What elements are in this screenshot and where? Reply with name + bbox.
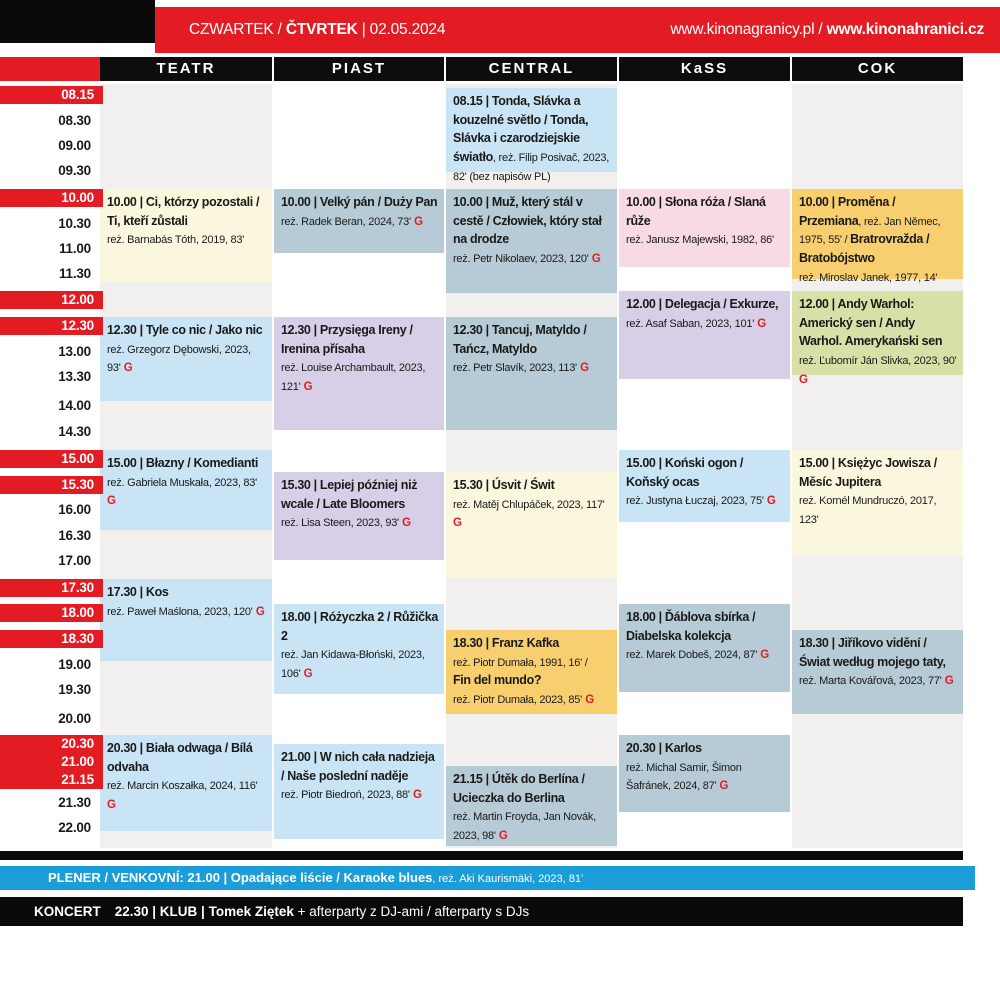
rating-g-badge: G [409, 789, 422, 802]
screening-title: 10.00 | Proměna / Przemiana [799, 195, 896, 228]
rating-g-badge: G [252, 605, 265, 618]
time-label-20.00: 20.00 [58, 711, 91, 726]
rating-g-badge: G [495, 830, 508, 843]
time-label-11.30: 11.30 [58, 266, 91, 281]
screening-title: 17.30 | Kos [107, 585, 169, 599]
screening-meta: reż. Kornél Mundruczó, 2017, 123' [799, 495, 937, 527]
screening-title: 15.30 | Úsvit / Świt [453, 478, 555, 492]
website-pl-link: www.kinonagranicy.pl / [670, 21, 827, 38]
screening-meta: reż. Paweł Maślona, 2023, 120' [107, 605, 253, 618]
screening-title: 18.30 | Franz Kafka [453, 636, 559, 650]
screening-meta: reż. Louise Archambault, 2023, 121' [281, 362, 426, 394]
rating-g-badge: G [757, 649, 770, 662]
time-label-19.00: 19.00 [58, 657, 91, 672]
screening-title: 15.00 | Koński ogon / Koňský ocas [626, 456, 744, 489]
time-label-15.30: 15.30 [0, 476, 103, 494]
screening-meta: reż. Jan Kidawa-Błoński, 2023, 106' [281, 649, 425, 681]
rating-g-badge: G [398, 517, 412, 530]
top-left-black-box [0, 0, 155, 43]
screening-franz-kafka-fin-del-mundo [446, 630, 617, 714]
screening-title: 15.00 | Księżyc Jowisza / Měsíc Jupitera [799, 456, 937, 489]
time-label-22.00: 22.00 [58, 820, 91, 835]
screening-title: 12.00 | Delegacja / Exkurze, [626, 297, 779, 311]
venue-header-central: CENTRAL [446, 57, 617, 81]
screening-title: 20.30 | Biała odwaga / Bílá odvaha [107, 741, 253, 774]
screening-meta: reż. Miroslav Janek, 1977, 14' [799, 271, 938, 284]
screening-title: 21.00 | W nich cała nadzieja / Naše poslední naděje [281, 750, 435, 783]
screening-title: 15.30 | Lepiej później niż wcale / Late Bloomers [281, 478, 418, 511]
website-cz-link: www.kinonahranici.cz [826, 21, 984, 38]
screening-utek-do-berlina [446, 766, 617, 846]
time-label-09.30: 09.30 [58, 163, 91, 178]
time-label-15.00: 15.00 [0, 450, 103, 468]
rating-g-badge: G [300, 668, 313, 681]
venue-header-teatr: TEATR [100, 57, 272, 81]
venue-header-kass: KaSS [619, 57, 790, 81]
screening-meta: reż. Barnabás Tóth, 2019, 83' [107, 234, 245, 247]
screening-title: 21.15 | Útěk do Berlína / Ucieczka do Berlina [453, 772, 585, 805]
koncert-label: KONCERT [34, 904, 101, 919]
screening-tonda [446, 88, 617, 183]
screening-title: 20.30 | Karlos [626, 741, 702, 755]
rating-g-badge: G [588, 253, 601, 266]
screening-title: Fin del mundo? [453, 673, 542, 688]
date-header-bar [155, 7, 1000, 53]
time-label-12.30: 12.30 [0, 317, 103, 335]
screening-promena-bratrovrazda [792, 189, 963, 284]
time-label-10.30: 10.30 [58, 216, 91, 231]
screening-meta: reż. Petr Nikolaev, 2023, 120' [453, 253, 589, 266]
screening-tancuj-matyldo [446, 317, 617, 430]
screening-meta: reż. Marek Dobeš, 2024, 87' [626, 649, 758, 662]
screening-title: 12.00 | Andy Warhol: Americký sen / Andy Warhol. Amerykański sen [799, 297, 943, 349]
screening-meta: , reż. Filip Posivač, 2023, 82' (bez napisów PL) [453, 152, 610, 183]
time-label-19.30: 19.30 [58, 682, 91, 697]
screening-lepiej-pozniej-niz-wcale [274, 472, 444, 560]
rating-g-badge: G [120, 362, 133, 375]
time-label-21.00: 21.00 [0, 753, 103, 771]
screening-ksiezyc-jowisza [792, 450, 963, 555]
screening-meta: reż. Grzegorz Dębowski, 2023, 93' [107, 343, 251, 375]
time-label-12.00: 12.00 [0, 291, 103, 309]
screening-tyle-co-nic [100, 317, 272, 401]
screening-meta: reż. Marta Kovářová, 2023, 77' [799, 675, 942, 688]
time-label-21.30: 21.30 [58, 795, 91, 810]
screening-kos [100, 579, 272, 661]
time-label-13.00: 13.00 [58, 344, 91, 359]
rating-g-badge: G [576, 362, 590, 375]
venue-header-cok: COK [792, 57, 963, 81]
plener-title: PLENER / VENKOVNÍ: 21.00 | Opadające liście / Karaoke blues [48, 870, 433, 885]
rating-g-badge: G [582, 694, 595, 707]
screening-ci-ktorzy-pozostali [100, 189, 272, 282]
rating-g-badge: G [716, 780, 729, 793]
time-label-14.00: 14.00 [58, 398, 91, 413]
rating-g-badge: G [107, 799, 116, 812]
screening-andy-warhol [792, 291, 963, 386]
time-label-18.30: 18.30 [0, 630, 103, 648]
screening-title: 12.30 | Tancuj, Matyldo / Tańcz, Matyldo [453, 323, 587, 356]
screening-meta: reż. Marcin Koszałka, 2024, 116' [107, 780, 258, 793]
time-label-17.00: 17.00 [58, 553, 91, 568]
rating-g-badge: G [107, 495, 116, 508]
screening-title: 08.15 | Tonda, Slávka a kouzelné světlo / Tonda, Slávka i czarodziejskie światło [453, 94, 589, 165]
time-label-20.30: 20.30 [0, 735, 103, 753]
screening-slona-roza [619, 189, 790, 267]
screening-w-nich-cala-nadzieja [274, 744, 444, 839]
screening-rozyczka-2 [274, 604, 444, 694]
plener-footer-bar [0, 866, 975, 890]
screening-meta: reż. Piotr Dumała, 1991, 16' / [453, 656, 588, 669]
koncert-footer-bar [0, 897, 963, 926]
koncert-title: 22.30 | KLUB | Tomek Ziętek [114, 904, 294, 919]
screening-title: Bratrovražda / Bratobójstwo [799, 232, 930, 266]
screening-title: 15.00 | Błazny / Komedianti [107, 456, 259, 470]
rating-g-badge: G [410, 215, 424, 228]
screening-meta: reż. Matěj Chlupáček, 2023, 117' [453, 498, 605, 511]
time-label-21.15: 21.15 [0, 771, 103, 789]
plener-meta: , reż. Aki Kaurismäki, 2023, 81' [432, 873, 584, 885]
screening-title: 12.30 | Przysięga Ireny / Irenina přísaha [281, 323, 413, 356]
koncert-meta: + afterparty z DJ-ami / afterparty s DJs [293, 904, 530, 919]
time-label-08.30: 08.30 [58, 113, 91, 128]
time-label-16.00: 16.00 [58, 502, 91, 517]
screening-delegacja [619, 291, 790, 379]
website-links[interactable] [670, 21, 984, 39]
screening-biala-odwaga [100, 735, 272, 831]
screening-meta: reż. Ľubomír Ján Slivka, 2023, 90' [799, 355, 957, 368]
screening-meta: reż. Lisa Steen, 2023, 93' [281, 517, 399, 530]
screening-muz-ktery-stal-v-ceste [446, 189, 617, 293]
rating-g-badge: G [763, 495, 776, 508]
screening-jirikovo-videni [792, 630, 963, 714]
screening-meta: reż. Gabriela Muskała, 2023, 83' [107, 476, 258, 489]
separator-bar [0, 851, 963, 860]
time-label-08.15: 08.15 [0, 86, 103, 104]
time-label-11.00: 11.00 [58, 241, 91, 256]
screening-velky-pan [274, 189, 444, 253]
time-label-16.30: 16.30 [58, 528, 91, 543]
screening-title: 10.00 | Muž, který stál v cestě / Człowiek, który stał na drodze [453, 195, 602, 247]
screening-title: 18.00 | Różyczka 2 / Růžička 2 [281, 610, 438, 643]
venue-header-piast: PIAST [274, 57, 444, 81]
screening-meta: , reż. Jan Němec, 1975, 55' / [799, 215, 941, 247]
screening-meta: reż. Michal Samir, Šimon Šafránek, 2024, 87' [626, 761, 742, 793]
screening-meta: reż. Justyna Łuczaj, 2023, 75' [626, 495, 764, 508]
time-label-14.30: 14.30 [58, 424, 91, 439]
screening-title: 10.00 | Słona róża / Slaná růže [626, 195, 766, 228]
screening-meta: reż. Piotr Biedroń, 2023, 88' [281, 789, 410, 802]
screening-meta: reż. Piotr Dumała, 2023, 85' [453, 694, 583, 707]
screening-title: 10.00 | Velký pán / Duży Pan [281, 195, 438, 209]
screening-karlos [619, 735, 790, 812]
header-row-red-box [0, 57, 100, 81]
rating-g-badge: G [300, 381, 313, 394]
time-label-13.30: 13.30 [58, 369, 91, 384]
screening-dablova-sbirka [619, 604, 790, 692]
time-label-18.00: 18.00 [0, 604, 103, 622]
time-label-10.00: 10.00 [0, 189, 103, 207]
date-label: CZWARTEK / ČTVRTEK | 02.05.2024 [189, 21, 446, 38]
screening-meta: reż. Asaf Saban, 2023, 101' [626, 317, 755, 330]
rating-g-badge: G [453, 517, 462, 530]
time-label-09.00: 09.00 [58, 138, 91, 153]
screening-przysiega-ireny [274, 317, 444, 430]
rating-g-badge: G [941, 675, 954, 688]
screening-blazny [100, 450, 272, 530]
screening-usvit [446, 472, 617, 578]
screening-title: 18.30 | Jiříkovo vidění / Świat według mojego taty, [799, 636, 946, 669]
screening-meta: reż. Radek Beran, 2024, 73' [281, 215, 411, 228]
screening-meta: reż. Janusz Majewski, 1982, 86' [626, 234, 774, 247]
rating-g-badge: G [754, 317, 767, 330]
screening-title: 12.30 | Tyle co nic / Jako nic [107, 323, 263, 337]
rating-g-badge: G [799, 373, 808, 386]
screening-title: 10.00 | Ci, którzy pozostali / Ti, kteří zůstali [107, 195, 260, 228]
screening-meta: reż. Martin Froyda, Jan Novák, 2023, 98' [453, 811, 596, 843]
screening-meta: reż. Petr Slavík, 2023, 113' [453, 362, 577, 375]
time-label-17.30: 17.30 [0, 579, 103, 597]
screening-konski-ogon [619, 450, 790, 522]
screening-title: 18.00 | Ďáblova sbírka / Diabelska kolekcja [626, 610, 756, 643]
